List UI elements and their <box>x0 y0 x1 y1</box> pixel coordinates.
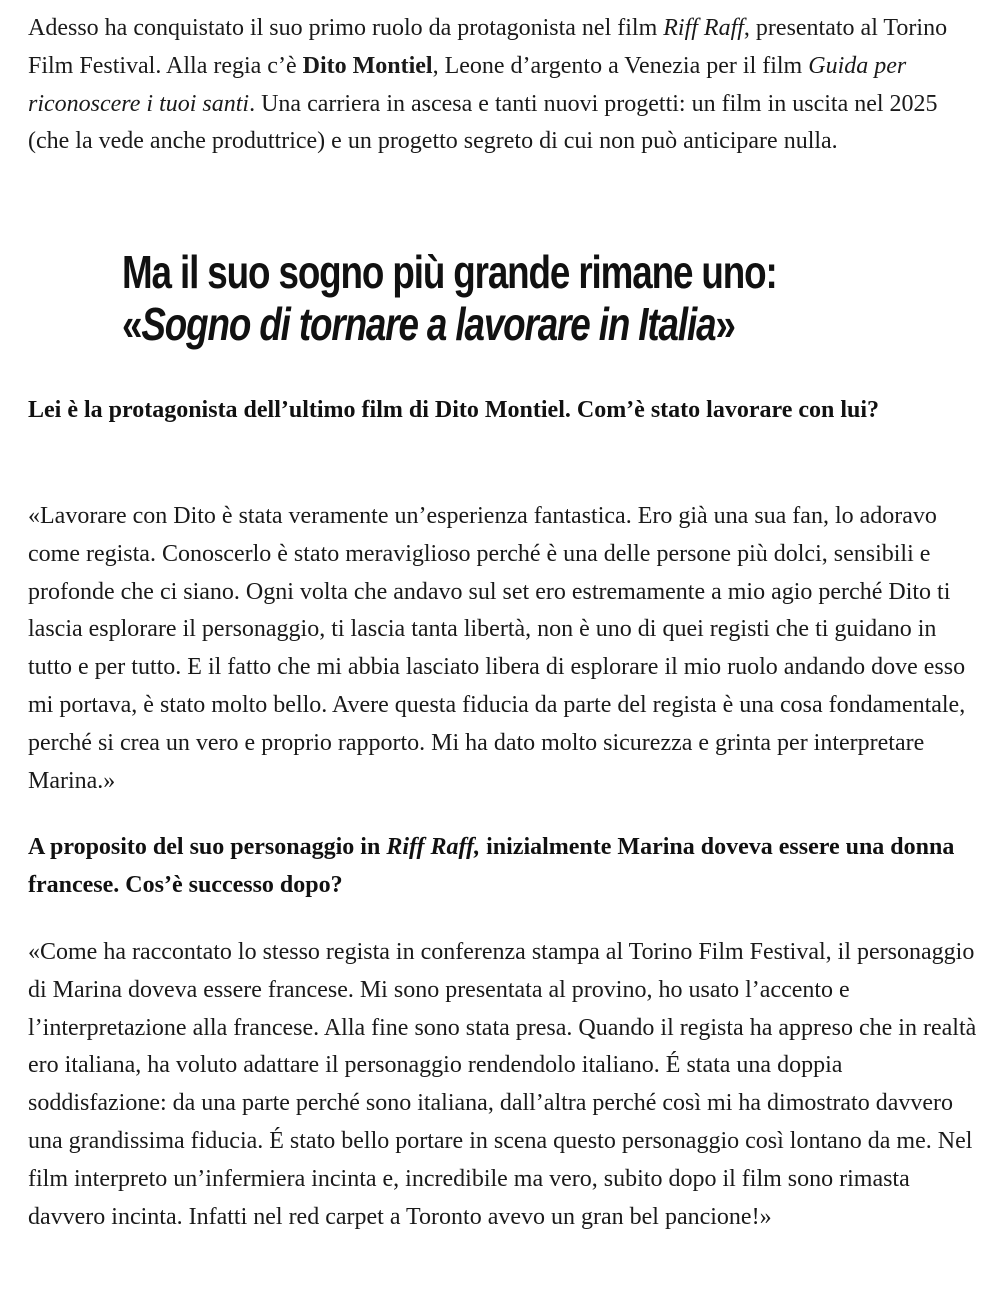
interview-answer-1: «Lavorare con Dito è stata veramente un’esperienza fantastica. Ero già una sua fan, lo adoravo come regista. Conoscerlo è stato meraviglioso perché è una delle persone più dolci, sensibili e profonde che ci siano. Ogni volta che andavo sul set ero estremamente a mio agio perché Dito ti lascia esplorare il personaggio, ti lascia tanta libertà, non è uno di quei registi che ti guidano in tutto e per tutto. E il fatto che mi abbia lasciato libera di esplorare il mio ruolo andando dove esso mi portava, è stato molto bello. Avere questa fiducia da parte del regista è una cosa fondamentale, perché si crea un vero e proprio rapporto. Mi ha dato molto sicurezza e grinta per interpretare Marina.» <box>28 503 966 794</box>
pull-quote-line-1: Ma il suo sogno più grande rimane uno: <box>122 246 777 298</box>
intro-paragraph <box>28 10 978 161</box>
interview-question-2 <box>28 829 978 905</box>
question-2-text-2: inizialmente Marina doveva essere una donna francese. Cos’è successo dopo? <box>28 834 955 898</box>
pull-quote-text: Sogno di tornare a lavorare in Italia <box>141 298 716 350</box>
pull-quote-close-mark: » <box>715 298 735 350</box>
director-name: Dito Montiel <box>302 52 433 79</box>
intro-text-1: Adesso ha conquistato il suo primo ruolo da protagonista nel film <box>28 15 664 41</box>
interview-question-1: Lei è la protagonista dell’ultimo film di Dito Montiel. Com’è stato lavorare con lui? <box>28 397 880 423</box>
pull-quote-line-2 <box>122 298 735 350</box>
award-film-title: Guida per riconoscere i tuoi santi <box>28 52 907 117</box>
pull-quote <box>122 246 942 350</box>
intro-text-3: , Leone d’argento a Venezia per il film <box>432 52 809 79</box>
pull-quote-open-mark: « <box>122 298 142 350</box>
film-title: Riff Raff <box>663 15 744 41</box>
interview-answer-2: «Come ha raccontato lo stesso regista in conferenza stampa al Torino Film Festival, il personaggio di Marina doveva essere francese. Mi sono presentata al provino, ho usato l’accento e l’interpretazione alla francese. Alla fine sono stata presa. Quando il regista ha appreso che in realtà ero italiana, ha voluto adattare il personaggio rendendolo italiano. É stata una doppia soddisfazione: da una parte perché sono italiana, dall’altra perché così mi ha dimostrato davvero una grandissima fiducia. É stato bello portare in scena questo personaggio così lontano da me. Nel film interpreto un’infermiera incinta e, incredibile ma vero, subito dopo il film sono rimasta davvero incinta. Infatti nel red carpet a Toronto avevo un gran bel pancione!» <box>28 939 977 1230</box>
question-2-text-1: A proposito del suo personaggio in <box>28 834 387 860</box>
intro-text-2: , presentato al Torino Film Festival. Alla regia c’è <box>28 15 948 79</box>
intro-text-4: . Una carriera in ascesa e tanti nuovi progetti: un film in uscita nel 2025 (che la vede anche produttrice) e un progetto segreto di cui non può anticipare nulla. <box>28 90 938 155</box>
question-2-film-title: Riff Raff, <box>386 834 481 860</box>
